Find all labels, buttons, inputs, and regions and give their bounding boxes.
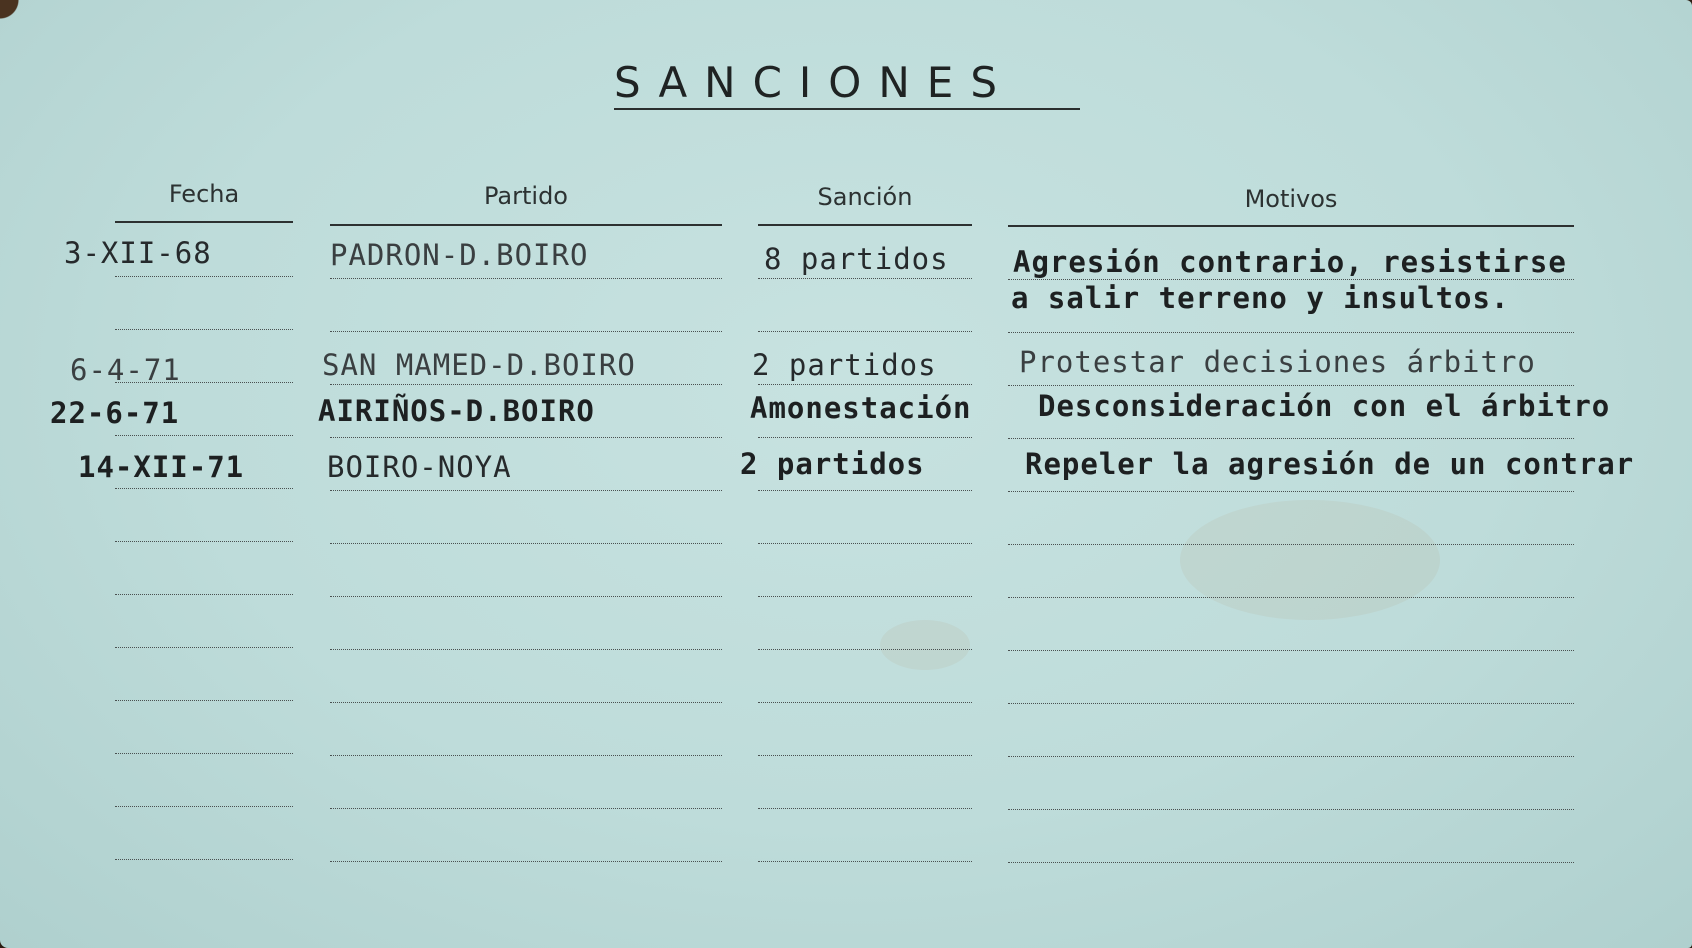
card-corner-wear — [0, 0, 40, 40]
cell-fecha: 3-XII-68 — [64, 236, 212, 270]
header-sancion-rule — [758, 224, 972, 226]
cell-fecha: 6-4-71 — [70, 353, 181, 387]
page-title: SANCIONES — [614, 58, 1014, 107]
cell-sancion: 8 partidos — [764, 242, 949, 276]
header-partido: Partido — [484, 182, 568, 210]
header-fecha: Fecha — [168, 180, 240, 208]
paper-stain — [1180, 500, 1440, 620]
header-motivos-rule — [1008, 225, 1574, 227]
paper-stain — [880, 620, 970, 670]
cell-fecha: 22-6-71 — [50, 396, 180, 430]
header-motivos: Motivos — [1244, 185, 1338, 213]
header-sancion: Sanción — [817, 183, 913, 211]
cell-partido: PADRON-D.BOIRO — [330, 238, 589, 272]
cell-sancion: 2 partidos — [752, 348, 937, 382]
cell-motivos: Agresión contrario, resistirse — [1013, 245, 1567, 279]
cell-motivos: Protestar decisiones árbitro — [1019, 345, 1536, 379]
cell-fecha: 14-XII-71 — [78, 450, 245, 484]
header-fecha-rule — [115, 221, 293, 223]
cell-motivos: Desconsideración con el árbitro — [1038, 389, 1611, 423]
cell-motivos: Repeler la agresión de un contrar — [1025, 447, 1635, 481]
cell-partido: AIRIÑOS-D.BOIRO — [318, 394, 595, 428]
cell-partido: SAN MAMED-D.BOIRO — [322, 348, 636, 382]
cell-motivos-continued: a salir terreno y insultos. — [1011, 281, 1510, 315]
header-partido-rule — [330, 224, 722, 226]
cell-sancion: Amonestación — [750, 391, 972, 425]
title-underline — [614, 108, 1080, 110]
cell-partido: BOIRO-NOYA — [327, 450, 512, 484]
cell-sancion: 2 partidos — [740, 447, 925, 481]
